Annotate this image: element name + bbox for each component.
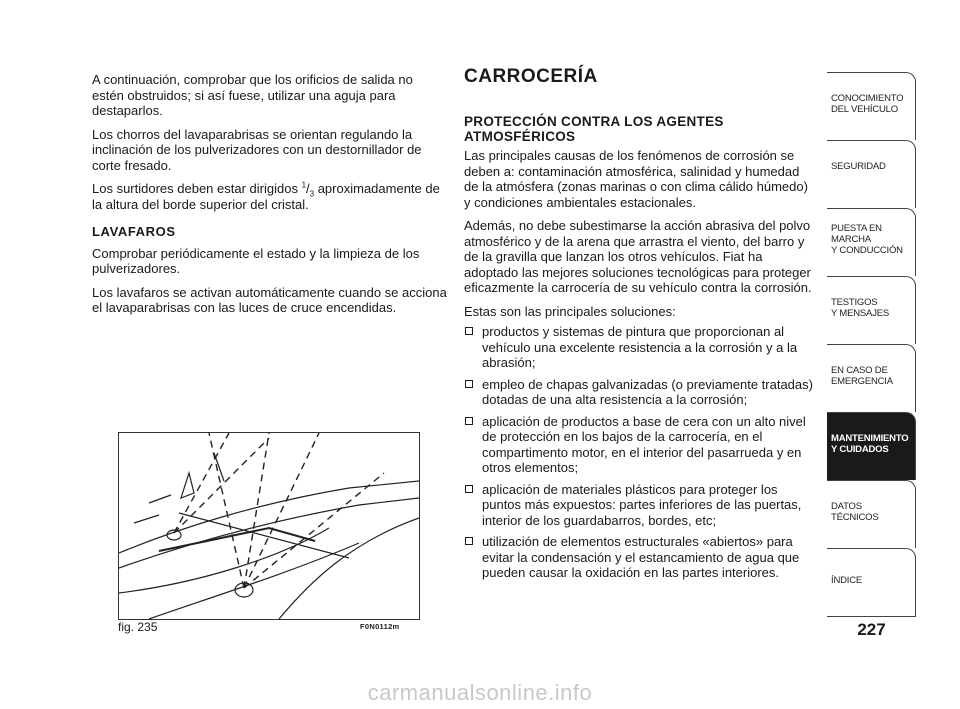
list-item xyxy=(464,324,814,371)
tab-datos-tecnicos[interactable] xyxy=(827,480,916,548)
tab-en-caso-de-emergencia[interactable] xyxy=(827,344,916,412)
paragraph: Los lavafaros se activan automáticamente cuando se acciona el lavaparabrisas con las luces de cruce encendidas. xyxy=(92,284,447,315)
figure-caption: fig. 235 xyxy=(118,620,158,634)
tab-indice[interactable] xyxy=(827,548,916,616)
checkbox-bullet-icon xyxy=(465,485,473,493)
text: Los surtidores deben estar dirigidos xyxy=(92,181,302,196)
checkbox-bullet-icon xyxy=(465,327,473,335)
watermark: carmanualsonline.info xyxy=(367,680,593,705)
washer-jets-drawing xyxy=(119,433,419,619)
tab-label: MANTENIMIENTO Y CUIDADOS xyxy=(831,433,909,455)
list-item-text: aplicación de productos a base de cera con un alto nivel de protección en los bajos de la carrocería, en el compartimento motor, en el interior del pasarrueda y en otros elementos; xyxy=(482,413,806,475)
list-item-text: productos y sistemas de pintura que proporcionan al vehículo una excelente resistencia a la corrosión y a la abrasión; xyxy=(482,324,798,370)
paragraph: Las principales causas de los fenómenos de corrosión se deben a: contaminación atmosférica, salinidad y humedad de la atmósfera (zonas marinas o con clima cálido húmedo) y condiciones ambientales estacionales. xyxy=(464,148,808,210)
tab-conocimiento-del-vehiculo[interactable] xyxy=(827,72,916,140)
paragraph: Los chorros del lavaparabrisas se orientan regulando la inclinación de los pulverizadores con un destornillador de corte fresado. xyxy=(92,126,422,173)
figure-code: F0N0112m xyxy=(360,622,400,631)
tab-label: PUESTA EN MARCHA Y CONDUCCIÓN xyxy=(831,223,903,256)
right-column xyxy=(464,66,814,587)
checkbox-bullet-icon xyxy=(465,537,473,545)
tab-label: ÍNDICE xyxy=(831,575,862,586)
list-item-text: aplicación de materiales plásticos para proteger los puntos más expuestos: partes inferiores de las puertas, interior de los guardabarros, bordes, etc; xyxy=(482,481,802,528)
page-number: 227 xyxy=(857,620,886,639)
paragraph: Comprobar periódicamente el estado y la limpieza de los pulverizadores. xyxy=(92,245,420,276)
checkbox-bullet-icon xyxy=(465,380,473,388)
tab-label: TESTIGOS Y MENSAJES xyxy=(831,297,890,319)
solutions-list xyxy=(464,324,814,581)
list-item-text: empleo de chapas galvanizadas (o previamente tratadas) dotadas de una alta resistencia a la corrosión; xyxy=(482,376,813,407)
left-column xyxy=(92,72,448,324)
windscreen-washer-illustration xyxy=(118,432,420,620)
paragraph: A continuación, comprobar que los orificios de salida no estén obstruidos; si así fuese, utilizar una aguja para destaparlos. xyxy=(92,72,413,118)
tab-label: SEGURIDAD xyxy=(831,161,886,172)
paragraph: Estas son las principales soluciones: xyxy=(464,303,676,319)
lavafaros-heading: LAVAFAROS xyxy=(92,224,176,239)
fraction-numerator: 1 xyxy=(301,180,307,190)
sidebar-divider xyxy=(827,616,916,618)
checkbox-bullet-icon xyxy=(465,417,473,425)
paragraph: Además, no debe subestimarse la acción abrasiva del polvo atmosférico y de la arena que arrastra el viento, del barro y de la gravilla que lanzan los otros vehículos. Fiat ha adoptado las mejores soluciones tecnológicas para proteger eficazmente la carrocería de su vehículo contra la corrosión. xyxy=(464,218,812,295)
list-item xyxy=(464,414,814,476)
list-item-text: utilización de elementos estructurales «abiertos» para evitar la condensación y el estancamiento de agua que pueden causar la oxidación en las partes interiores. xyxy=(482,534,800,580)
text: aproximadamente de la altura del borde superior del cristal. xyxy=(92,181,440,212)
tab-testigos-y-mensajes[interactable] xyxy=(827,276,916,344)
fraction-slash: / xyxy=(306,181,310,196)
subsection-heading: PROTECCIÓN CONTRA LOS AGENTES ATMOSFÉRICOS xyxy=(464,114,724,144)
list-item xyxy=(464,482,814,529)
tab-label: DATOS TÉCNICOS xyxy=(831,501,879,523)
tab-seguridad[interactable] xyxy=(827,140,916,208)
section-title: CARROCERÍA xyxy=(464,66,598,87)
paragraph-fraction xyxy=(92,181,448,212)
list-item xyxy=(464,377,814,408)
tab-label: EN CASO DE EMERGENCIA xyxy=(831,365,893,387)
fraction-denominator: 3 xyxy=(309,189,315,199)
tab-mantenimiento-y-cuidados[interactable] xyxy=(827,412,916,480)
list-item xyxy=(464,534,814,581)
tab-label: CONOCIMIENTO DEL VEHÍCULO xyxy=(831,93,904,115)
tab-puesta-en-marcha[interactable] xyxy=(827,208,916,276)
chapter-index-sidebar xyxy=(827,72,916,618)
